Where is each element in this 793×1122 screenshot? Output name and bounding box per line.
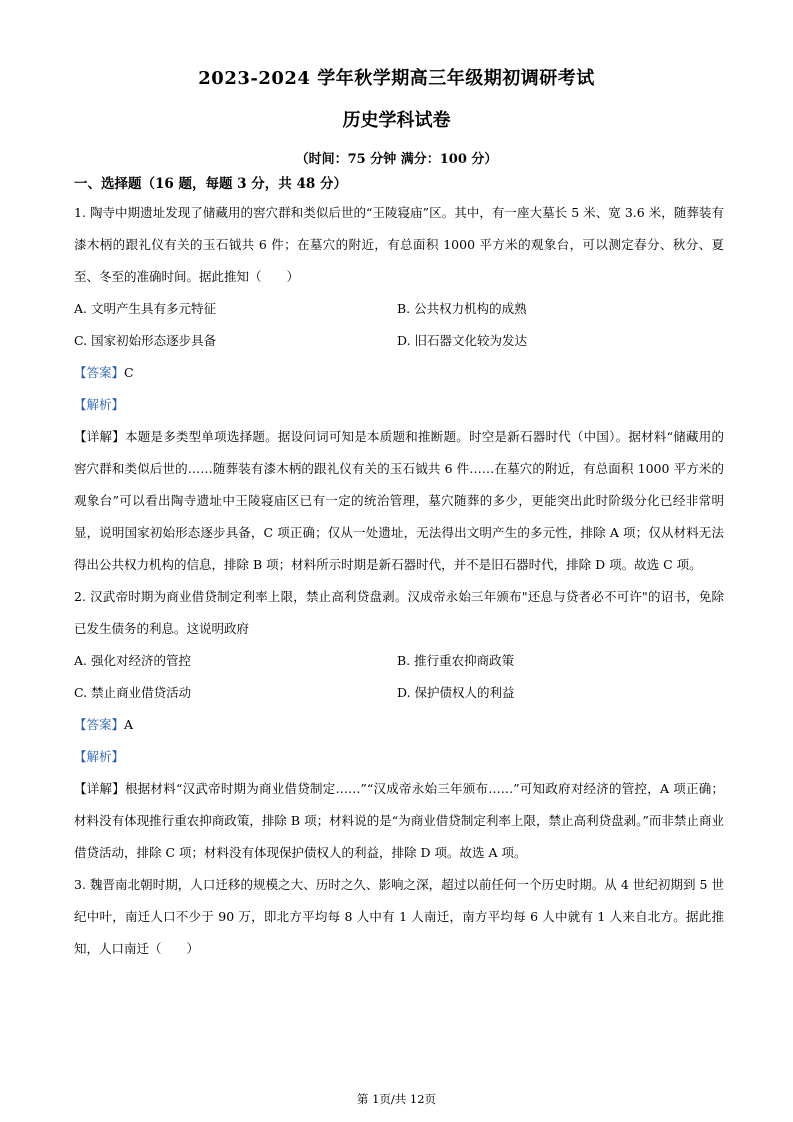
answer-value: C — [124, 365, 134, 380]
question-list — [74, 197, 724, 965]
answer-label: 【答案】 — [74, 365, 125, 380]
detail-label: 【详解】 — [74, 781, 125, 796]
question-1-option-c: C. 国家初始形态逐步具备 — [74, 333, 217, 348]
question-1-stem: 1. 陶寺中期遗址发现了储藏用的窖穴群和类似后世的“王陵寝庙”区。其中，有一座大墓长 5 米、宽 3.6 米，随葬装有漆木柄的跟礼仪有关的玉石钺共 6 件；在墓穴的附近，有总面积 1000 平方米的观象台，可以测定春分、秋分、夏至、冬至的准确时间。据此推知（ ） — [74, 205, 724, 284]
question-2-options-row-2 — [74, 677, 724, 709]
question-1-options-row-2 — [74, 325, 724, 357]
section-title: 一、选择题（16 题，每题 3 分，共 48 分） — [74, 176, 347, 192]
question-2-options-row-1 — [74, 645, 724, 677]
question-3-stem: 3. 魏晋南北朝时期，人口迁移的规模之大、历时之久、影响之深，超过以前任何一个历史时期。从 4 世纪初期到 5 世纪中叶，南迁人口不少于 90 万，即北方平均每 8 人中有 1 人南迁，南方平均每 6 人中就有 1 人来自北方。据此推知，人口南迁（ ） — [74, 877, 724, 956]
analysis-label: 【解析】 — [74, 397, 125, 412]
exam-subject: 历史学科试卷 — [342, 110, 451, 131]
question-1-detail — [74, 421, 724, 581]
question-2-option-c: C. 禁止商业借贷活动 — [74, 685, 192, 700]
question-2-stem: 2. 汉武帝时期为商业借贷制定利率上限，禁止高利贷盘剥。汉成帝永始三年颁布"还息与贷者必不可许"的诏书，免除已发生债务的利息。这说明政府 — [74, 589, 724, 636]
question-1-option-b: B. 公共权力机构的成熟 — [397, 301, 527, 316]
question-2-analysis — [74, 741, 724, 773]
question-2-detail — [74, 773, 724, 869]
question-2-option-a: A. 强化对经济的管控 — [74, 653, 191, 668]
question-1-analysis — [74, 389, 724, 421]
page-number: 第 1页/共 12页 — [356, 1092, 437, 1106]
exam-title: 2023-2024 学年秋学期高三年级期初调研考试 — [198, 68, 595, 89]
question-1-option-d: D. 旧石器文化较为发达 — [397, 333, 528, 348]
detail-label: 【详解】 — [74, 429, 125, 444]
analysis-label: 【解析】 — [74, 749, 125, 764]
question-1-option-a: A. 文明产生具有多元特征 — [74, 301, 216, 316]
exam-info: （时间：75 分钟 满分：100 分） — [295, 152, 498, 167]
answer-label: 【答案】 — [74, 717, 125, 732]
question-2-option-d: D. 保护债权人的利益 — [397, 685, 515, 700]
question-2-answer — [74, 709, 724, 741]
question-2-option-b: B. 推行重农抑商政策 — [397, 653, 515, 668]
answer-value: A — [124, 717, 134, 732]
detail-text: 根据材料“汉武帝时期为商业借贷制定……”“汉成帝永始三年颁布……”可知政府对经济的管控，A 项正确；材料没有体现推行重农抑商政策，排除 B 项；材料说的是“为商业借贷制定利率上限，禁止高利贷盘剥。”而非禁止商业借贷活动，排除 C 项；材料没有体现保护债权人的利益，排除 D 项。故选 A 项。 — [74, 781, 724, 860]
detail-text: 本题是多类型单项选择题。据设问词可知是本质题和推断题。时空是新石器时代（中国）。据材料“储藏用的 窖穴群和类似后世的……随葬装有漆木柄的跟礼仪有关的玉石钺共 6 件……在墓穴的附近，有总面积 1000 平方米的观象台”可以看出陶寺遗址中王陵寝庙区已有一定的统治管理，墓穴随葬的多少，更能突出此时阶级分化已经非常明显，说明国家初始形态逐步具备，C 项正确；仅从一处遗址，无法得出文明产生的多元性，排除 A 项；仅从材料无法得出公共权力机构的信息，排除 B 项；材料所示时期是新石器时代，并不是旧石器时代，排除 D 项。故选 C 项。 — [74, 429, 724, 572]
question-1-options-row-1 — [74, 293, 724, 325]
question-1-answer — [74, 357, 724, 389]
